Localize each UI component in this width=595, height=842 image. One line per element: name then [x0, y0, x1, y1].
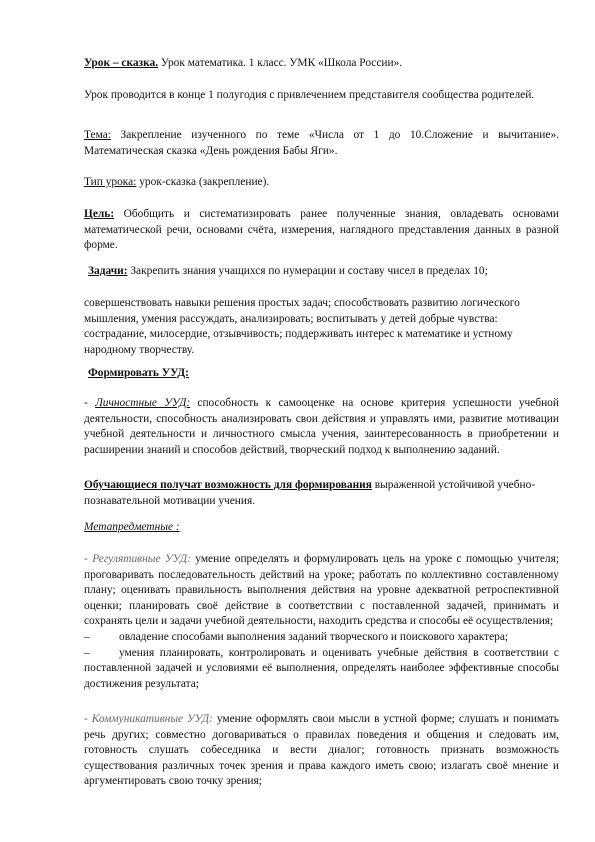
- type-label: Тип урока:: [84, 176, 137, 188]
- tasks-label: Задачи:: [88, 265, 128, 277]
- communicative-label: Коммуникативные УУД:: [91, 713, 213, 725]
- uud-heading: [88, 366, 563, 382]
- tasks-line-4: народному творчеству.: [84, 343, 195, 356]
- lesson-type-paragraph: [84, 175, 559, 191]
- regulatory-dash: -: [84, 553, 93, 565]
- regulatory-item-2-dash: –: [84, 646, 90, 659]
- intro-paragraph: Урок проводится в конце 1 полугодия с привлечением представителя сообщества родителей.: [84, 89, 535, 101]
- personal-uud-paragraph: [84, 396, 559, 458]
- regulatory-uud-block: [84, 552, 559, 692]
- regulatory-item-1: [84, 630, 559, 646]
- opportunity-label: Обучающиеся получат возможность для формирования: [84, 479, 372, 491]
- title-label: Урок – сказка.: [84, 57, 159, 69]
- goal-label: Цель:: [84, 208, 115, 220]
- regulatory-item-1-dash: –: [84, 630, 90, 643]
- communicative-text: умение оформлять свои мысли в устной форме; слушать и понимать речь других; совместно договариваться о правилах поведения и общения и следовать им, готовность слушать собеседника и вести диалог; готовность признать возможность существования различных точек зрения и права каждого иметь свою; излагать своё мнение и аргументировать свою точку зрения;: [84, 713, 559, 788]
- regulatory-label: Регулятивные УУД:: [92, 553, 191, 565]
- tasks-line-1: совершенствовать навыки решения простых задач; способствовать развитию логического: [84, 297, 520, 309]
- type-text: урок-сказка (закрепление).: [136, 176, 270, 188]
- goal-text: Обобщить и систематизировать ранее полученные знания, овладевать основами математической речи, основами счёта, измерения, наглядного представления данных в разной форме.: [84, 208, 559, 252]
- communicative-uud-paragraph: [84, 712, 559, 790]
- regulatory-item-1-text: овладение способами выполнения заданий творческого и поискового характера;: [119, 630, 509, 643]
- topic-paragraph: [84, 128, 559, 159]
- personal-label: Личностные УУД:: [95, 397, 191, 409]
- goal-paragraph: [84, 207, 559, 254]
- tasks-line-3: сострадание, милосердие, отзывчивость; поддерживать интерес к математике и устному: [84, 328, 513, 341]
- regulatory-item-2-text: умения планировать, контролировать и оценивать учебные действия в соответствии с поставленной задачей и условиями её выполнения, определять наиболее эффективные способы достижения результата;: [84, 646, 559, 690]
- regulatory-text: умение определять и формулировать цель на уроке с помощью учителя; проговаривать последовательность действий на уроке; работать по коллективно составленному плану; оценивать правильность выполнения действия на уровне адекватной ретроспективной оценки; планировать своё действие в соответствии с поставленной задачей, принимать и сохранять цели и задачи учебной деятельности, находить средства и способы её осуществления;: [84, 553, 559, 628]
- tasks-paragraph: [88, 264, 559, 280]
- tasks-line-2: мышления, умения рассуждать, анализировать; воспитывать у детей добрые чувства:: [84, 312, 498, 325]
- communicative-dash: -: [84, 713, 92, 725]
- opportunity-text: выраженной устойчивой учебно-познавательной мотивации учения.: [84, 479, 536, 507]
- topic-label: Тема:: [84, 129, 111, 141]
- tasks-continuation: [84, 296, 559, 358]
- lesson-title: [84, 56, 559, 72]
- meta-heading: [84, 520, 559, 536]
- opportunity-paragraph: [84, 478, 559, 509]
- tasks-text: Закрепить знания учащихся по нумерации и составу чисел в пределах 10;: [127, 265, 488, 277]
- uud-heading-text: Формировать УУД:: [88, 367, 189, 379]
- meta-heading-text: Метапредметные :: [84, 521, 180, 533]
- personal-dash: -: [84, 397, 96, 409]
- topic-text: Закрепление изученного по теме «Числа от 1 до 10.Сложение и вычитание». Математическая сказка «День рождения Бабы Яги».: [84, 129, 559, 157]
- personal-text: способность к самооценке на основе критерия успешности учебной деятельности, способность анализировать свои действия и управлять ими, развитие мотивации учебной деятельности и личностного смысла учения, заинтересованность в приобретении и расширении знаний и способов действий, творческий подход к выполнению заданий.: [84, 397, 559, 456]
- regulatory-paragraph: [84, 552, 559, 630]
- regulatory-item-2: [84, 646, 559, 693]
- title-rest: Урок математика. 1 класс. УМК «Школа России».: [158, 57, 403, 69]
